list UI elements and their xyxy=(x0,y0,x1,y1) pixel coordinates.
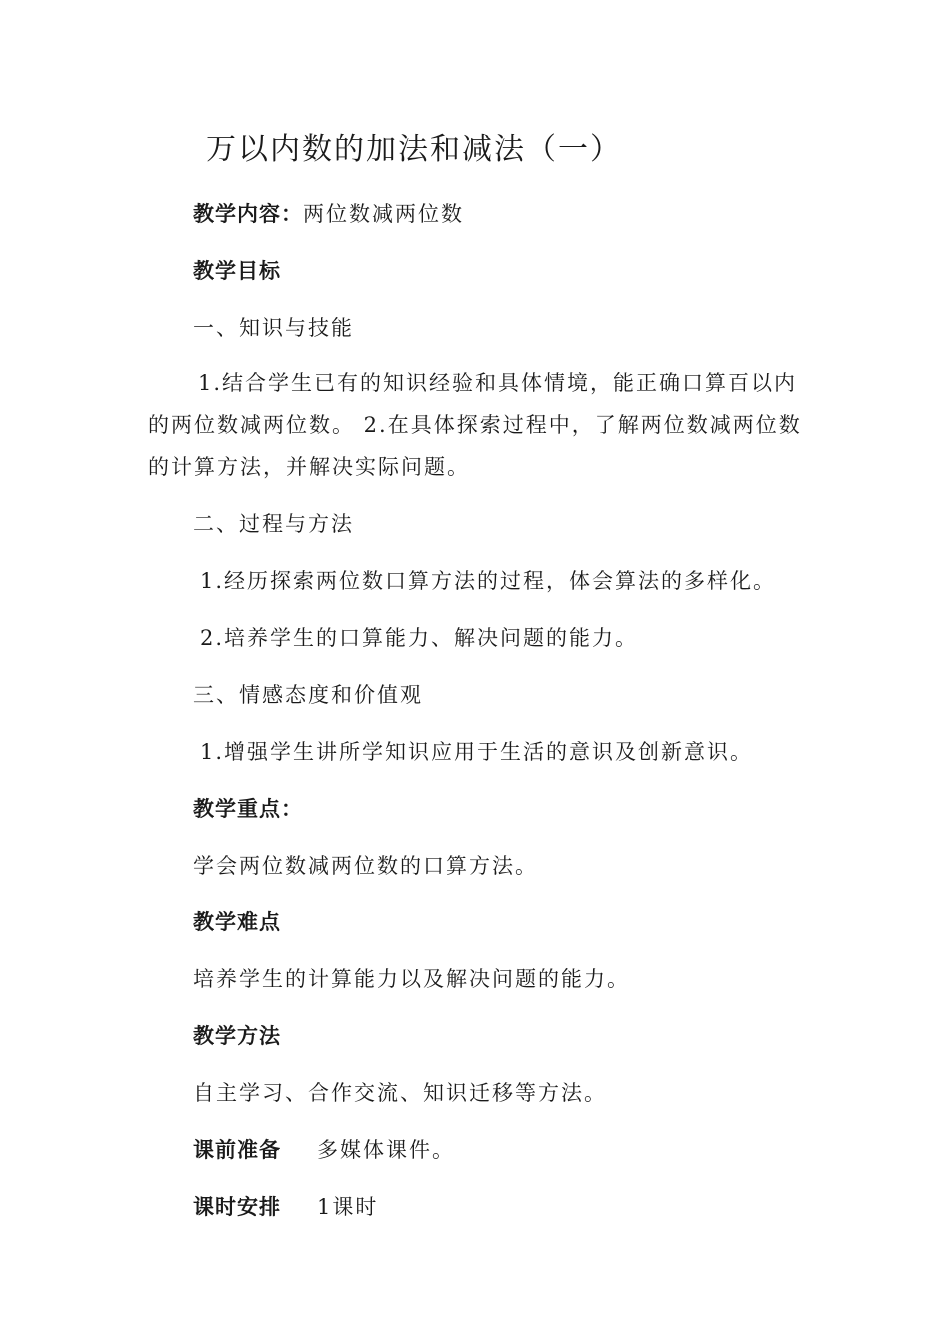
schedule-heading: 课时安排 xyxy=(193,1195,281,1219)
key-points-heading: 教学重点： xyxy=(193,797,303,821)
section-process-heading: 二、过程与方法 xyxy=(193,512,354,536)
method-text: 自主学习、合作交流、知识迁移等方法。 xyxy=(193,1081,607,1105)
section-knowledge-paragraph xyxy=(148,362,808,488)
method-heading: 教学方法 xyxy=(193,1024,281,1048)
section-process-item-1: 1.经历探索两位数口算方法的过程，体会算法的多样化。 xyxy=(200,569,777,593)
section-knowledge-text: 1.结合学生已有的知识经验和具体情境，能正确口算百以内的两位数减两位数。 2.在具体探索过程中，了解两位数减两位数的计算方法，并解决实际问题。 xyxy=(148,371,802,479)
preparation-text: 多媒体课件。 xyxy=(317,1138,455,1162)
key-points-text: 学会两位数减两位数的口算方法。 xyxy=(193,854,538,878)
teaching-content-value: 两位数减两位数 xyxy=(303,202,464,226)
difficulty-text: 培养学生的计算能力以及解决问题的能力。 xyxy=(193,967,630,991)
preparation-line xyxy=(193,1134,455,1164)
section-process-item-2: 2.培养学生的口算能力、解决问题的能力。 xyxy=(200,626,639,650)
teaching-content-line xyxy=(193,198,464,228)
section-attitude-item-1: 1.增强学生讲所学知识应用于生活的意识及创新意识。 xyxy=(200,740,754,764)
schedule-line xyxy=(193,1191,378,1221)
section-attitude-heading: 三、情感态度和价值观 xyxy=(193,683,423,707)
document-title: 万以内数的加法和减法（一） xyxy=(206,132,622,167)
teaching-content-label: 教学内容： xyxy=(193,202,303,226)
preparation-heading: 课前准备 xyxy=(193,1138,281,1162)
difficulty-heading: 教学难点 xyxy=(193,910,281,934)
section-knowledge-heading: 一、知识与技能 xyxy=(193,316,354,340)
teaching-goals-heading: 教学目标 xyxy=(193,259,281,283)
schedule-text: 1课时 xyxy=(317,1195,379,1219)
